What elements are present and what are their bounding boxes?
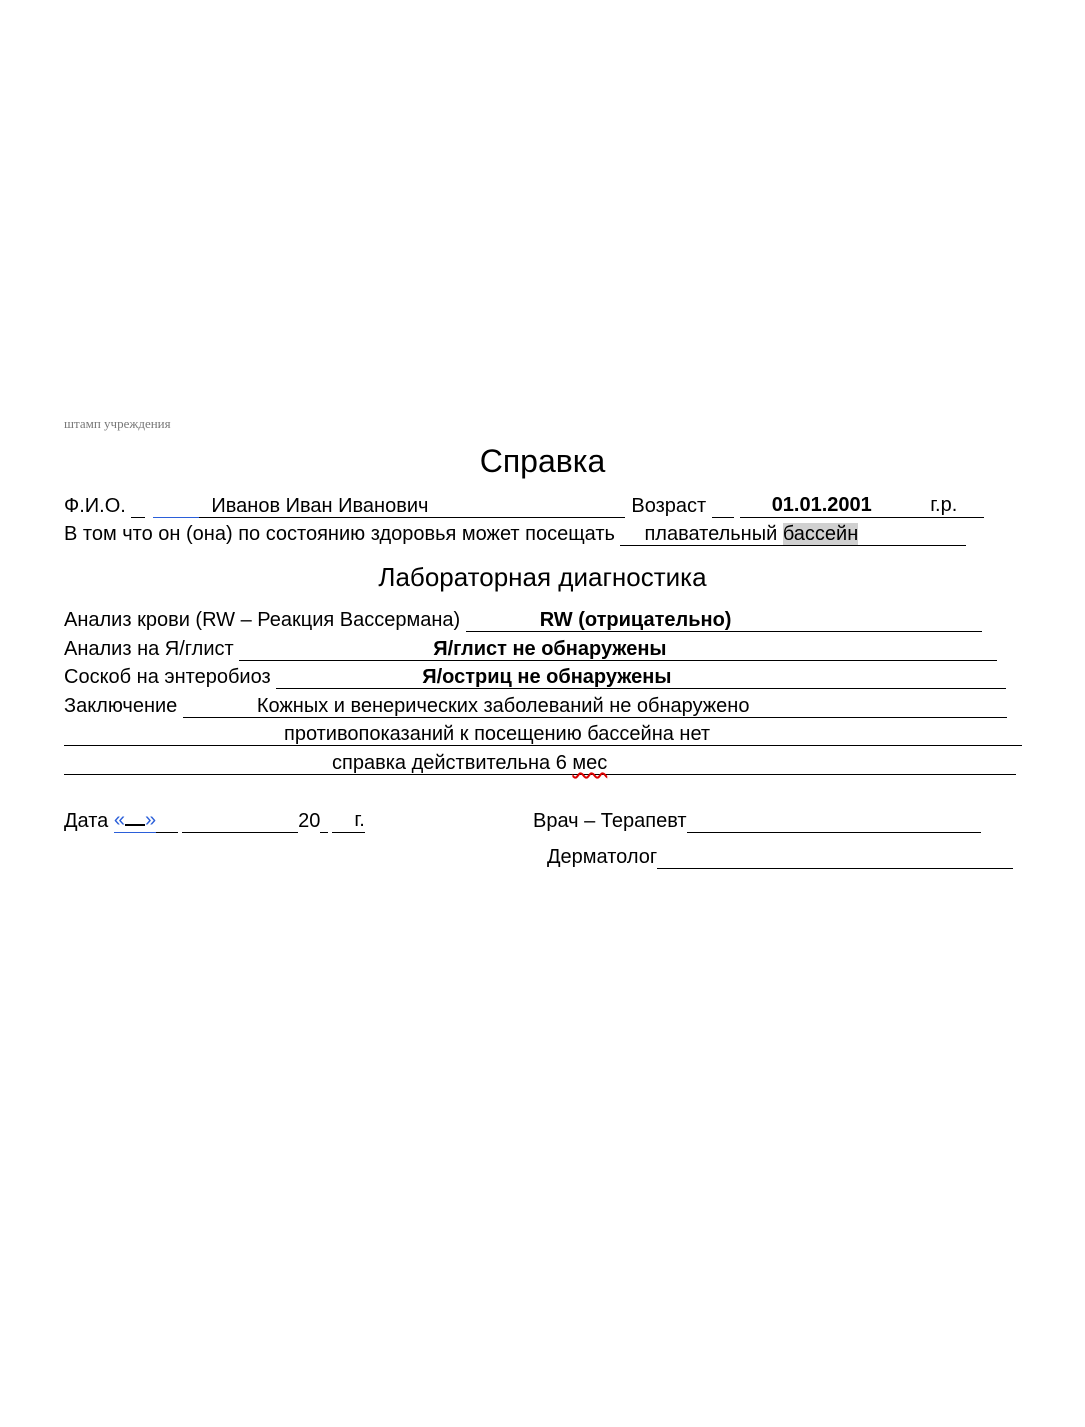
- fio-label: Ф.И.О.: [64, 495, 132, 517]
- visit-value[interactable]: [620, 522, 966, 546]
- blank: [320, 808, 328, 833]
- year-prefix: 20: [298, 810, 321, 832]
- row-conclusion: [64, 692, 1007, 718]
- conclusion-line-3: [64, 749, 1016, 775]
- visit-label: В том что он (она) по состоянию здоровья может посещать: [64, 523, 621, 545]
- row-enterobiasis: [64, 663, 1006, 689]
- visit-line: [64, 520, 966, 546]
- dermatologist-signature: [547, 843, 1013, 869]
- date-month[interactable]: [182, 808, 298, 833]
- conclusion-text-3b: мес: [572, 752, 608, 774]
- blank: [131, 493, 145, 518]
- section-title: Лабораторная диагностика: [378, 562, 707, 592]
- age-label: Возраст: [631, 495, 712, 517]
- fio-value[interactable]: Иванов Иван Иванович: [199, 494, 625, 518]
- open-quote: «: [113, 809, 125, 831]
- row-label: Соскоб на энтеробиоз: [64, 666, 277, 688]
- row-label: Заключение: [64, 695, 183, 717]
- blank: [153, 493, 199, 518]
- date-year[interactable]: [332, 808, 354, 833]
- row-value[interactable]: Я/глист не обнаружены: [239, 637, 997, 661]
- therapist-signature: [533, 807, 981, 833]
- close-quote: »: [144, 809, 157, 831]
- date-day[interactable]: [114, 808, 156, 833]
- row-value[interactable]: RW (отрицательно): [466, 608, 982, 632]
- document-title: Справка: [479, 443, 606, 479]
- row-blood: [64, 606, 982, 632]
- visit-value-a: плавательный: [644, 523, 783, 545]
- conclusion-line-2: [64, 720, 1022, 746]
- age-suffix: г.р.: [904, 493, 984, 518]
- therapist-label: Врач – Терапевт: [533, 810, 687, 832]
- dermatologist-label: Дерматолог: [547, 846, 658, 868]
- year-suffix: г.: [354, 809, 365, 831]
- row-helminth: [64, 635, 997, 661]
- visit-value-b: бассейн: [782, 523, 859, 545]
- row-label: Анализ крови (RW – Реакция Вассермана): [64, 609, 466, 631]
- age-value[interactable]: 01.01.2001: [740, 493, 904, 518]
- row-label: Анализ на Я/глист: [64, 638, 240, 660]
- therapist-signature-field[interactable]: [687, 808, 981, 833]
- date-label: Дата: [64, 810, 114, 832]
- conclusion-text-2[interactable]: противопоказаний к посещению бассейна нет: [64, 722, 1022, 746]
- blank: [156, 808, 178, 833]
- dermatologist-signature-field[interactable]: [657, 844, 1013, 869]
- stamp-placeholder: штамп учреждения: [64, 416, 171, 431]
- row-value[interactable]: Кожных и венерических заболеваний не обнаружено: [183, 694, 1007, 718]
- conclusion-text-3a: справка действительна 6: [332, 752, 573, 774]
- conclusion-text-3[interactable]: [64, 751, 1016, 775]
- blank: [712, 493, 734, 518]
- date-line: [64, 807, 365, 833]
- row-value[interactable]: Я/остриц не обнаружены: [276, 665, 1006, 689]
- fio-line: [64, 492, 984, 518]
